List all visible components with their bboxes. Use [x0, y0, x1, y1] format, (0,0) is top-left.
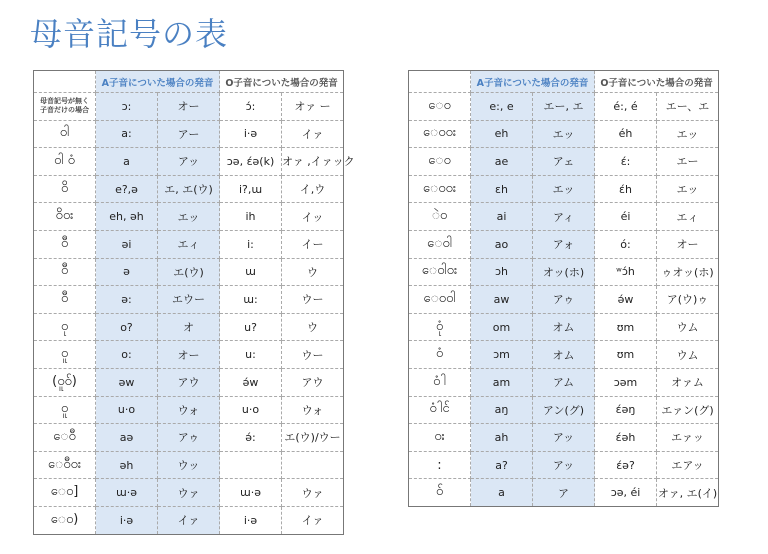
table-row: [34, 120, 344, 148]
o-ipa: u?: [220, 313, 282, 341]
a-kana: オー: [158, 341, 220, 369]
o-ipa: ɯ: [220, 258, 282, 286]
vowel-symbol: ေဝါဝး: [409, 258, 471, 286]
o-kana: エィ: [657, 203, 719, 231]
a-ipa: ɔh: [471, 258, 533, 286]
o-ipa: u:: [220, 341, 282, 369]
header-o-consonant: O子音についた場合の発音: [220, 71, 344, 93]
o-kana: ウ: [282, 313, 344, 341]
vowel-symbol: :: [409, 451, 471, 479]
o-ipa: ɛ́:: [595, 148, 657, 176]
o-ipa: ɛ́h: [595, 175, 657, 203]
vowel-symbol: ဝူ: [34, 341, 96, 369]
o-kana: ゥオッ(ホ): [657, 258, 719, 286]
table-row: [409, 286, 719, 314]
vowel-symbol: ဝါံင်: [409, 396, 471, 424]
vowel-symbol: ေဝါ: [409, 230, 471, 258]
a-ipa: ə:: [96, 286, 158, 314]
a-ipa: ae: [471, 148, 533, 176]
a-kana: アッ: [533, 424, 595, 452]
table-row: [34, 368, 344, 396]
table-row: [34, 341, 344, 369]
o-kana: オァム: [657, 368, 719, 396]
table-row: [409, 258, 719, 286]
table-header-row: [34, 71, 344, 93]
vowel-symbol: ဝိဝး: [34, 203, 96, 231]
o-kana: エッ: [657, 120, 719, 148]
a-kana: オ: [158, 313, 220, 341]
a-kana: エウー: [158, 286, 220, 314]
vowel-symbol: ဝ်: [409, 479, 471, 507]
o-ipa: ɯ:: [220, 286, 282, 314]
o-ipa: ə́:: [220, 424, 282, 452]
vowel-symbol: ဝါ: [34, 120, 96, 148]
table-row: [409, 451, 719, 479]
vowel-symbol: ေဝဝါ: [409, 286, 471, 314]
o-kana: [282, 451, 344, 479]
o-kana: エッ: [657, 175, 719, 203]
a-kana: オム: [533, 313, 595, 341]
table-row: [34, 286, 344, 314]
a-ipa: aw: [471, 286, 533, 314]
vowel-symbol: ဝီ: [34, 230, 96, 258]
o-kana: オー: [657, 230, 719, 258]
table-row: [409, 396, 719, 424]
a-ipa: əi: [96, 230, 158, 258]
a-kana: オム: [533, 341, 595, 369]
a-kana: エィ: [158, 230, 220, 258]
vowel-symbol: ေဝဝး: [409, 175, 471, 203]
o-ipa: ó:: [595, 230, 657, 258]
a-ipa: ə: [96, 258, 158, 286]
header-o-consonant: O子音についた場合の発音: [595, 71, 719, 93]
o-kana: ウォ: [282, 396, 344, 424]
o-kana: ウ: [282, 258, 344, 286]
o-kana: イー: [282, 230, 344, 258]
a-kana: エッ: [533, 175, 595, 203]
table-row: [34, 203, 344, 231]
a-kana: アェ: [533, 148, 595, 176]
table-row: [34, 424, 344, 452]
o-kana: アウ: [282, 368, 344, 396]
table-row: [409, 313, 719, 341]
table-row: [34, 93, 344, 121]
vowel-symbol: ဝါံ: [409, 368, 471, 396]
o-ipa: ɛ́əŋ: [595, 396, 657, 424]
o-ipa: éi: [595, 203, 657, 231]
vowel-symbol: ေဝ: [409, 148, 471, 176]
a-ipa: ɯ·ə: [96, 479, 158, 507]
vowel-symbol: ဝါ ဝံ: [34, 148, 96, 176]
a-ipa: am: [471, 368, 533, 396]
table-row: [34, 175, 344, 203]
a-kana: ウォ: [158, 396, 220, 424]
o-kana: オァ ー: [282, 93, 344, 121]
header-empty: [34, 71, 96, 93]
o-ipa: ʊm: [595, 313, 657, 341]
table-row: [409, 424, 719, 452]
a-kana: オー: [158, 93, 220, 121]
table-header-row: [409, 71, 719, 93]
o-ipa: ʊm: [595, 341, 657, 369]
table-row: [34, 313, 344, 341]
vowel-symbol: (ဝူဝ်): [34, 368, 96, 396]
o-kana: エァッ: [657, 424, 719, 452]
o-kana: エー: [657, 148, 719, 176]
a-ipa: ɔm: [471, 341, 533, 369]
o-kana: エァン(グ): [657, 396, 719, 424]
a-ipa: o?: [96, 313, 158, 341]
a-kana: アッ: [158, 148, 220, 176]
a-kana: アォ: [533, 230, 595, 258]
a-ipa: a:: [96, 120, 158, 148]
o-ipa: ɔəm: [595, 368, 657, 396]
table-row: [34, 451, 344, 479]
o-kana: オァ, エ(イ): [657, 479, 719, 507]
o-kana: ウー: [282, 286, 344, 314]
header-a-consonant: A子音についた場合の発音: [96, 71, 220, 93]
o-ipa: ə́w: [220, 368, 282, 396]
table-row: [34, 258, 344, 286]
a-ipa: e:, e: [471, 93, 533, 121]
a-ipa: ao: [471, 230, 533, 258]
a-ipa: ɔ:: [96, 93, 158, 121]
o-ipa: ɔ́:: [220, 93, 282, 121]
o-kana: イァ: [282, 506, 344, 534]
vowel-symbol: ဝူ: [34, 396, 96, 424]
table-row: [409, 203, 719, 231]
vowel-table-right: [408, 70, 719, 507]
vowel-symbol: ေဝ]: [34, 479, 96, 507]
a-ipa: a?: [471, 451, 533, 479]
a-ipa: aŋ: [471, 396, 533, 424]
a-kana: エ(ウ): [158, 258, 220, 286]
vowel-symbol: ဝိ: [34, 175, 96, 203]
o-ipa: ə́w: [595, 286, 657, 314]
a-ipa: ai: [471, 203, 533, 231]
o-kana: エー、エ: [657, 93, 719, 121]
vowel-table-left: [33, 70, 355, 535]
vowel-symbol: 母音記号が無く 子音だけの場合: [34, 93, 96, 121]
table-row: [34, 230, 344, 258]
a-ipa: i·ə: [96, 506, 158, 534]
a-kana: エ, エ(ウ): [158, 175, 220, 203]
a-kana: ア: [533, 479, 595, 507]
o-kana: イ,ウ: [282, 175, 344, 203]
a-kana: エッ: [158, 203, 220, 231]
o-kana: イァ: [282, 120, 344, 148]
a-ipa: a: [471, 479, 533, 507]
a-ipa: aə: [96, 424, 158, 452]
a-ipa: om: [471, 313, 533, 341]
o-kana: ウム: [657, 313, 719, 341]
vowel-symbol: ဝး: [409, 424, 471, 452]
a-ipa: eh, əh: [96, 203, 158, 231]
table-row: [409, 120, 719, 148]
a-ipa: u·o: [96, 396, 158, 424]
vowel-symbol: ေဝီဝး: [34, 451, 96, 479]
table-row: [409, 341, 719, 369]
vowel-symbol: ဝံ: [409, 341, 471, 369]
header-empty: [409, 71, 471, 93]
a-ipa: a: [96, 148, 158, 176]
a-kana: オッ(ホ): [533, 258, 595, 286]
a-ipa: eh: [471, 120, 533, 148]
a-kana: アウ: [158, 368, 220, 396]
a-kana: アッ: [533, 451, 595, 479]
a-ipa: əw: [96, 368, 158, 396]
vowel-symbol: ေဝ): [34, 506, 96, 534]
a-kana: アー: [158, 120, 220, 148]
vowel-symbol: ဝု: [34, 313, 96, 341]
o-kana: エ(ウ)/ウー: [282, 424, 344, 452]
o-ipa: [220, 451, 282, 479]
table-row: [409, 93, 719, 121]
o-ipa: ɛ́ə?: [595, 451, 657, 479]
a-kana: ウァ: [158, 479, 220, 507]
o-kana: オァ ,イァック: [282, 148, 344, 176]
a-kana: アゥ: [533, 286, 595, 314]
a-kana: エー, エ: [533, 93, 595, 121]
o-ipa: i?,ɯ: [220, 175, 282, 203]
a-ipa: o:: [96, 341, 158, 369]
a-kana: アン(グ): [533, 396, 595, 424]
table-row: [34, 148, 344, 176]
o-ipa: i·ə: [220, 120, 282, 148]
vowel-symbol: ဝီ: [34, 258, 96, 286]
a-kana: アゥ: [158, 424, 220, 452]
o-ipa: i·ə: [220, 506, 282, 534]
o-kana: エアッ: [657, 451, 719, 479]
vowel-symbol: ေဝဝး: [409, 120, 471, 148]
o-ipa: é:, é: [595, 93, 657, 121]
a-kana: イァ: [158, 506, 220, 534]
o-ipa: éh: [595, 120, 657, 148]
o-ipa: ɯ·ə: [220, 479, 282, 507]
o-ipa: ʷɔ́h: [595, 258, 657, 286]
table-row: [409, 230, 719, 258]
table-row: [34, 479, 344, 507]
o-ipa: ɛ́əh: [595, 424, 657, 452]
a-ipa: ɛh: [471, 175, 533, 203]
a-ipa: əh: [96, 451, 158, 479]
a-kana: アム: [533, 368, 595, 396]
vowel-symbol: ဲဝ: [409, 203, 471, 231]
table-row: [34, 396, 344, 424]
a-kana: アィ: [533, 203, 595, 231]
o-ipa: ɔə, éi: [595, 479, 657, 507]
vowel-symbol: ေဝီ: [34, 424, 96, 452]
table-row: [409, 479, 719, 507]
o-kana: ア(ウ)ゥ: [657, 286, 719, 314]
o-ipa: ih: [220, 203, 282, 231]
header-a-consonant: A子音についた場合の発音: [471, 71, 595, 93]
a-ipa: e?,ə: [96, 175, 158, 203]
o-ipa: u·o: [220, 396, 282, 424]
o-kana: ウァ: [282, 479, 344, 507]
o-ipa: ɔə, ɛ́ə(k): [220, 148, 282, 176]
o-kana: ウム: [657, 341, 719, 369]
vowel-symbol: ဝုံ: [409, 313, 471, 341]
table-row: [409, 368, 719, 396]
vowel-symbol: ေဝ: [409, 93, 471, 121]
a-ipa: ah: [471, 424, 533, 452]
vowel-symbol: ဝီ: [34, 286, 96, 314]
table-row: [409, 148, 719, 176]
page-title: 母音記号の表: [30, 15, 229, 53]
o-kana: ウー: [282, 341, 344, 369]
o-ipa: i:: [220, 230, 282, 258]
a-kana: エッ: [533, 120, 595, 148]
table-row: [409, 175, 719, 203]
table-row: [34, 506, 344, 534]
a-kana: ウッ: [158, 451, 220, 479]
o-kana: イッ: [282, 203, 344, 231]
